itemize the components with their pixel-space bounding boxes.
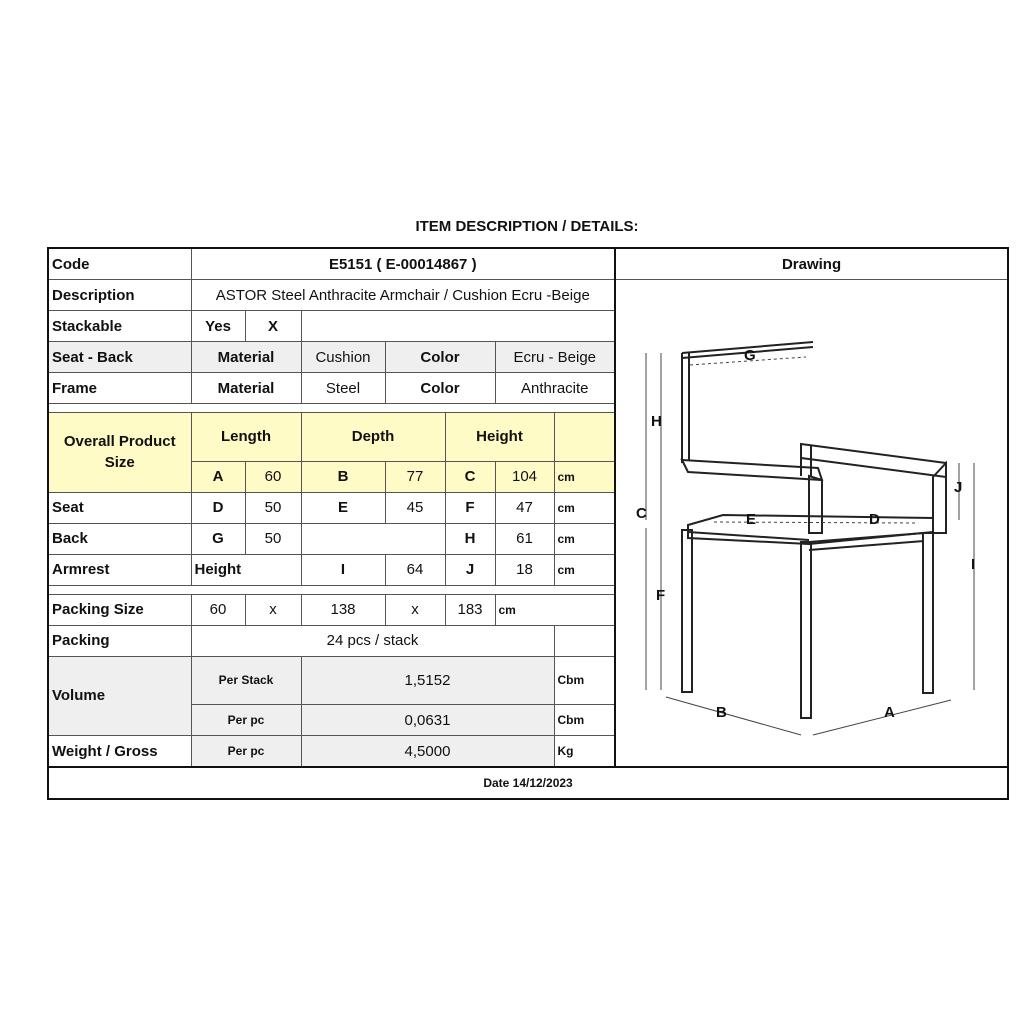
volume-unit-stack: Cbm [554,656,615,705]
dim-f-value: 47 [495,492,554,523]
armrest-height-label: Height [191,554,301,585]
per-stack-label: Per Stack [191,656,301,705]
seat-back-material-label: Material [191,342,301,373]
back-label: Back [48,523,191,554]
packing-x1: x [245,594,301,625]
drawing-label-b: B [716,704,727,721]
dim-c-label: C [445,461,495,492]
dim-h-label: H [445,523,495,554]
dim-j-value: 18 [495,554,554,585]
dim-a-value: 60 [245,461,301,492]
dim-i-value: 64 [385,554,445,585]
per-pc-label: Per pc [191,705,301,736]
packing-empty [554,625,615,656]
date: Date 14/12/2023 [48,767,1008,799]
stackable-label: Stackable [48,311,191,342]
packing-height: 183 [445,594,495,625]
dim-e-value: 45 [385,492,445,523]
dim-b-label: B [301,461,385,492]
packing-x2: x [385,594,445,625]
stackable-empty [301,311,615,342]
seat-label: Seat [48,492,191,523]
frame-material-label: Material [191,373,301,404]
packing-unit: cm [495,594,615,625]
dim-j-label: J [445,554,495,585]
row-description [48,280,1008,311]
overall-head-empty [554,413,615,462]
drawing-label-e: E [746,511,757,528]
length-label: Length [191,413,301,462]
dim-g-value: 50 [245,523,301,554]
depth-label: Depth [301,413,445,462]
back-unit: cm [554,523,615,554]
weight-unit: Kg [554,736,615,768]
height-label: Height [445,413,554,462]
packing-value: 24 pcs / stack [191,625,554,656]
drawing-label-h: H [651,413,662,430]
seat-back-color: Ecru - Beige [495,342,615,373]
code-label: Code [48,248,191,280]
per-pc-value: 0,0631 [301,705,554,736]
dim-i-label: I [301,554,385,585]
weight-value: 4,5000 [301,736,554,768]
drawing-label-a: A [884,704,895,721]
dim-f-label: F [445,492,495,523]
drawing-cell [615,280,1008,768]
weight-per-pc-label: Per pc [191,736,301,768]
seat-unit: cm [554,492,615,523]
dim-c-value: 104 [495,461,554,492]
armrest-label: Armrest [48,554,191,585]
back-empty [301,523,445,554]
armrest-unit: cm [554,554,615,585]
dim-e-label: E [301,492,385,523]
packing-size-label: Packing Size [48,594,191,625]
spec-table [47,247,1009,800]
weight-label: Weight / Gross [48,736,191,768]
frame-color-label: Color [385,373,495,404]
chair-drawing [616,280,1006,762]
drawing-header: Drawing [615,248,1008,280]
drawing-label-f: F [656,587,666,604]
packing-depth: 138 [301,594,385,625]
frame-label: Frame [48,373,191,404]
dim-b-value: 77 [385,461,445,492]
drawing-label-c: C [636,505,647,522]
drawing-label-i: I [971,556,976,573]
overall-label: Overall Product Size [48,413,191,493]
code-value: E5151 ( E-00014867 ) [191,248,615,280]
row-date [48,767,1008,799]
description-label: Description [48,280,191,311]
drawing-label-g: G [744,347,756,364]
packing-width: 60 [191,594,245,625]
description-value: ASTOR Steel Anthracite Armchair / Cushion Ecru -Beige [191,280,615,311]
per-stack-value: 1,5152 [301,656,554,705]
stackable-mark: X [245,311,301,342]
seat-back-label: Seat - Back [48,342,191,373]
packing-label: Packing [48,625,191,656]
seat-back-material: Cushion [301,342,385,373]
dim-g-label: G [191,523,245,554]
sheet-title: ITEM DESCRIPTION / DETAILS: [415,218,639,235]
frame-material: Steel [301,373,385,404]
volume-label: Volume [48,656,191,736]
seat-back-color-label: Color [385,342,495,373]
drawing-label-d: D [869,511,880,528]
drawing-label-j: J [954,479,963,496]
dim-h-value: 61 [495,523,554,554]
volume-unit-pc: Cbm [554,705,615,736]
frame-color: Anthracite [495,373,615,404]
overall-unit: cm [554,461,615,492]
dim-d-value: 50 [245,492,301,523]
dim-d-label: D [191,492,245,523]
row-code [48,248,1008,280]
dim-a-label: A [191,461,245,492]
stackable-yes: Yes [191,311,245,342]
